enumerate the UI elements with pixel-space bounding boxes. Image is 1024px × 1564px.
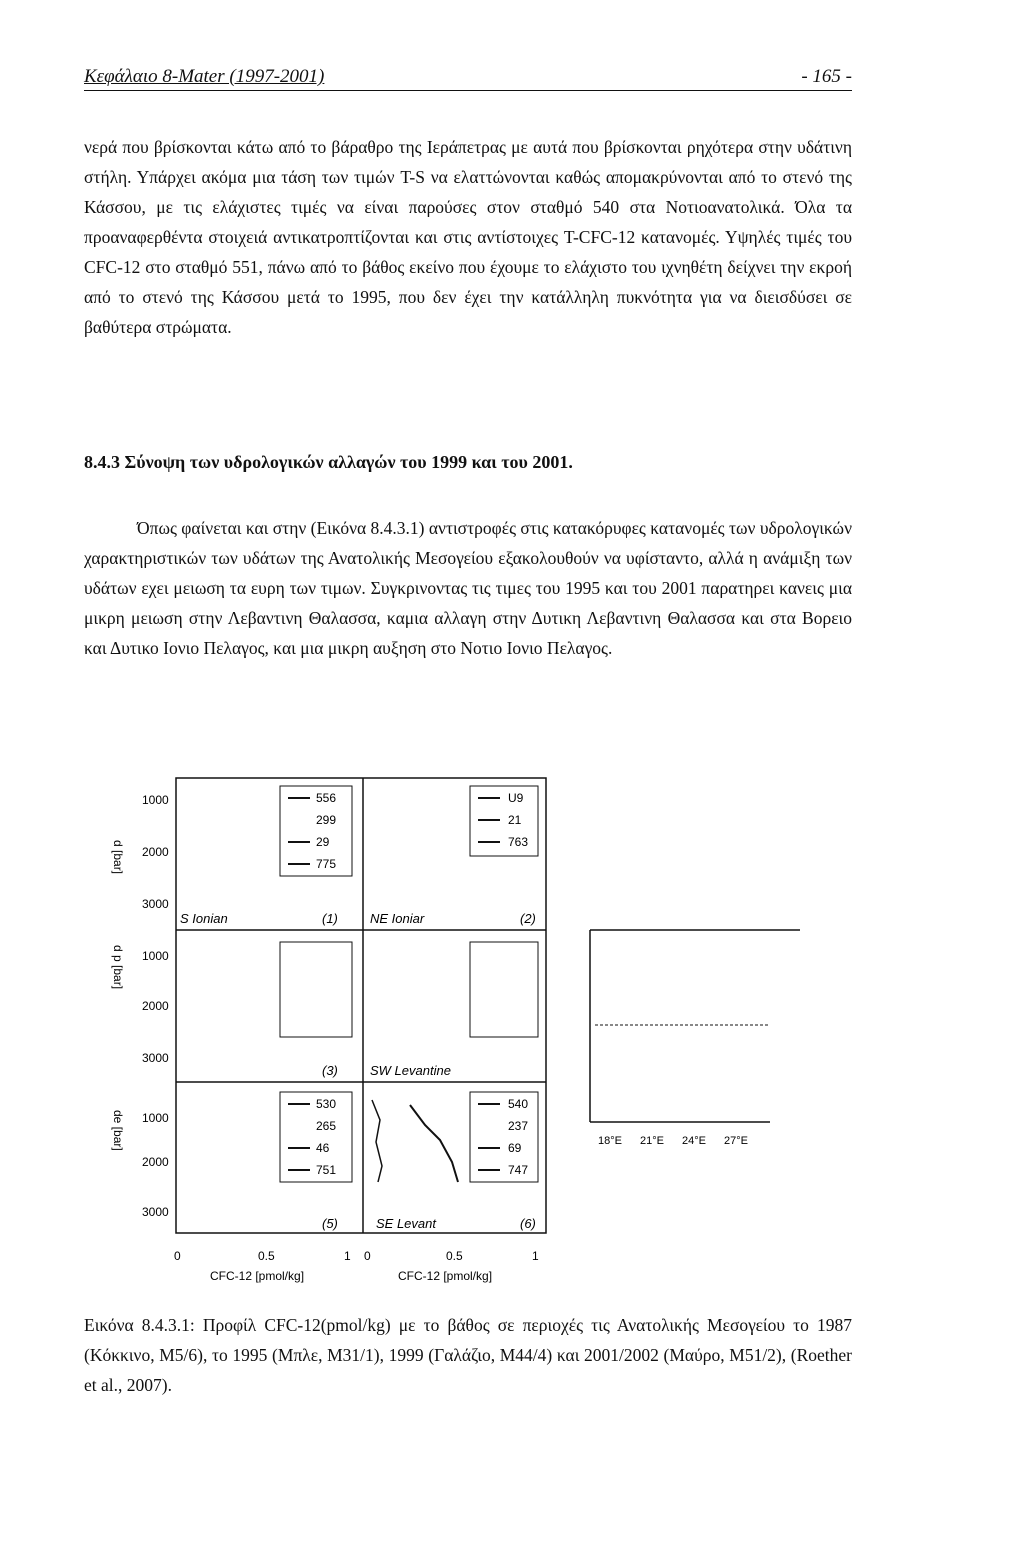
body-paragraph-1: νερά που βρίσκονται κάτω από το βάραθρο της Ιεράπετρας με αυτά που βρίσκονται ρηχότερα στην υδάτινη στήλη. Υπάρχει ακόμα μια τάση των τιμών T-S να ελαττώνονται καθώς απομακρύνονται από το στενό της Κάσσου, με τις ελάχιστες τιμές να είναι παρούσες στον σταθμό 540 στα Νοτιοανατολικά. Όλα τα προαναφερθέντα στοιχειά αντικατροπτίζονται και στις αντίστοιχες T-CFC-12 κατανομές. Υψηλές τιμές του CFC-12 στο σταθμό 551, πάνω από το βάθος εκείνο που έχουμε το ελάχιστο του ιχνηθέτη δείχνει την εκροή από το στενό της Κάσσου μετά το 1995, που δεν έχει την κατάλληλη πυκνότητα για να διεισδύσει σε βαθύτερα στρώματα. bbox=[84, 137, 852, 337]
panel-number: (6) bbox=[520, 1216, 536, 1231]
y-tick: 3000 bbox=[142, 1205, 169, 1219]
panel-label: NE Ioniar bbox=[370, 911, 425, 926]
map-longitude-labels bbox=[598, 1135, 748, 1147]
panel-label: S Ionian bbox=[180, 911, 228, 926]
figure-caption: Εικόνα 8.4.3.1: Προφίλ CFC-12(pmol/kg) με το βάθος σε περιοχές τις Ανατολικής Μεσογείου το 1987 (Κόκκινο, M5/6), το 1995 (Μπλε, M31/1), 1999 (Γαλάζιο, M44/4) και 2001/2002 (Μαύρο, M51/2), (Roether et al., 2007). bbox=[84, 1315, 852, 1395]
cfc-profile-curve bbox=[372, 1100, 382, 1182]
station-label: 556 bbox=[316, 791, 337, 805]
panel-3-box bbox=[280, 942, 352, 1037]
cfc-profile-curve bbox=[410, 1105, 458, 1182]
y-axis-label-bottom: de [bar] bbox=[111, 1110, 125, 1151]
x-axis-label-right: CFC-12 [pmol/kg] bbox=[398, 1269, 493, 1283]
y-tick: 2000 bbox=[142, 845, 169, 859]
x-tick: 0.5 bbox=[446, 1249, 463, 1263]
map-inset bbox=[590, 930, 800, 1122]
x-tick: 0 bbox=[174, 1249, 181, 1263]
chapter-title: Κεφάλαιο 8-Mater (1997-2001) bbox=[84, 66, 325, 87]
body-paragraph-2: Όπως φαίνεται και στην (Εικόνα 8.4.3.1) αντιστροφές στις κατακόρυφες κατανομές των υδρολογικών χαρακτηριστικών των υδάτων της Ανατολικής Μεσογείου εξακολουθούν να υφίσταντο, αλλά η ανάμιξη των υδάτων εχει μειωση τα ευρη των τιμων. Συγκρινοντας τις τιμες του 1995 και του 2001 παρατηρει κανεις μια μικρη μειωση στην Λεβαντινη Θαλασσα, καμια αλλαγη στην Δυτικη Λεβαντινη Θαλασσα και στα Βορειο και Δυτικο Ιονιο Πελαγος, και μια μικρη αυξηση στο Νοτιο Ιονιο Πελαγος. bbox=[84, 518, 852, 658]
header-rule bbox=[84, 90, 852, 91]
x-axis-label-left: CFC-12 [pmol/kg] bbox=[210, 1269, 305, 1283]
y-tick: 3000 bbox=[142, 897, 169, 911]
y-tick: 2000 bbox=[142, 1155, 169, 1169]
y-axis-label-top: d [bar] bbox=[111, 840, 125, 875]
panel-4-box bbox=[470, 942, 538, 1037]
lon-label: 24°E bbox=[682, 1135, 706, 1147]
station-label: 775 bbox=[316, 857, 337, 871]
panel-number: (2) bbox=[520, 911, 536, 926]
y-axis-label-mid: d p [bar] bbox=[111, 945, 125, 990]
y-tick: 2000 bbox=[142, 999, 169, 1013]
panel-number: (5) bbox=[322, 1216, 338, 1231]
x-tick: 1 bbox=[344, 1249, 351, 1263]
y-tick: 3000 bbox=[142, 1051, 169, 1065]
station-label: 237 bbox=[508, 1119, 529, 1133]
x-tick: 0 bbox=[364, 1249, 371, 1263]
lon-label: 18°E bbox=[598, 1135, 622, 1147]
station-label: 747 bbox=[508, 1163, 529, 1177]
lon-label: 21°E bbox=[640, 1135, 664, 1147]
y-ticks bbox=[142, 793, 169, 1219]
panel-label: SW Levantine bbox=[370, 1063, 451, 1078]
station-label: 69 bbox=[508, 1141, 522, 1155]
station-label: 29 bbox=[316, 835, 330, 849]
cfc12-profile-figure bbox=[80, 770, 800, 1290]
legend-panel-5 bbox=[288, 1097, 336, 1177]
panel-label: SE Levant bbox=[376, 1216, 436, 1231]
station-label: 751 bbox=[316, 1163, 337, 1177]
legend-panel-6 bbox=[478, 1097, 528, 1177]
y-tick: 1000 bbox=[142, 949, 169, 963]
lon-label: 27°E bbox=[724, 1135, 748, 1147]
section-heading: 8.4.3 Σύνοψη των υδρολογικών αλλαγών του 1999 και του 2001. bbox=[84, 452, 573, 472]
station-label: 21 bbox=[508, 813, 522, 827]
station-label: 265 bbox=[316, 1119, 337, 1133]
page-header bbox=[84, 60, 852, 96]
x-tick: 0.5 bbox=[258, 1249, 275, 1263]
station-label: 530 bbox=[316, 1097, 337, 1111]
legend-panel-1 bbox=[288, 791, 336, 871]
station-label: 46 bbox=[316, 1141, 330, 1155]
y-tick: 1000 bbox=[142, 793, 169, 807]
legend-panel-2 bbox=[478, 791, 528, 849]
station-label: 763 bbox=[508, 835, 529, 849]
panel-number: (1) bbox=[322, 911, 338, 926]
plot-frame bbox=[176, 778, 546, 1233]
y-tick: 1000 bbox=[142, 1111, 169, 1125]
station-label: 540 bbox=[508, 1097, 529, 1111]
x-tick: 1 bbox=[532, 1249, 539, 1263]
station-label: 299 bbox=[316, 813, 337, 827]
page-number: - 165 - bbox=[801, 66, 852, 87]
station-label: U9 bbox=[508, 791, 524, 805]
panel-number: (3) bbox=[322, 1063, 338, 1078]
x-ticks bbox=[174, 1249, 539, 1263]
